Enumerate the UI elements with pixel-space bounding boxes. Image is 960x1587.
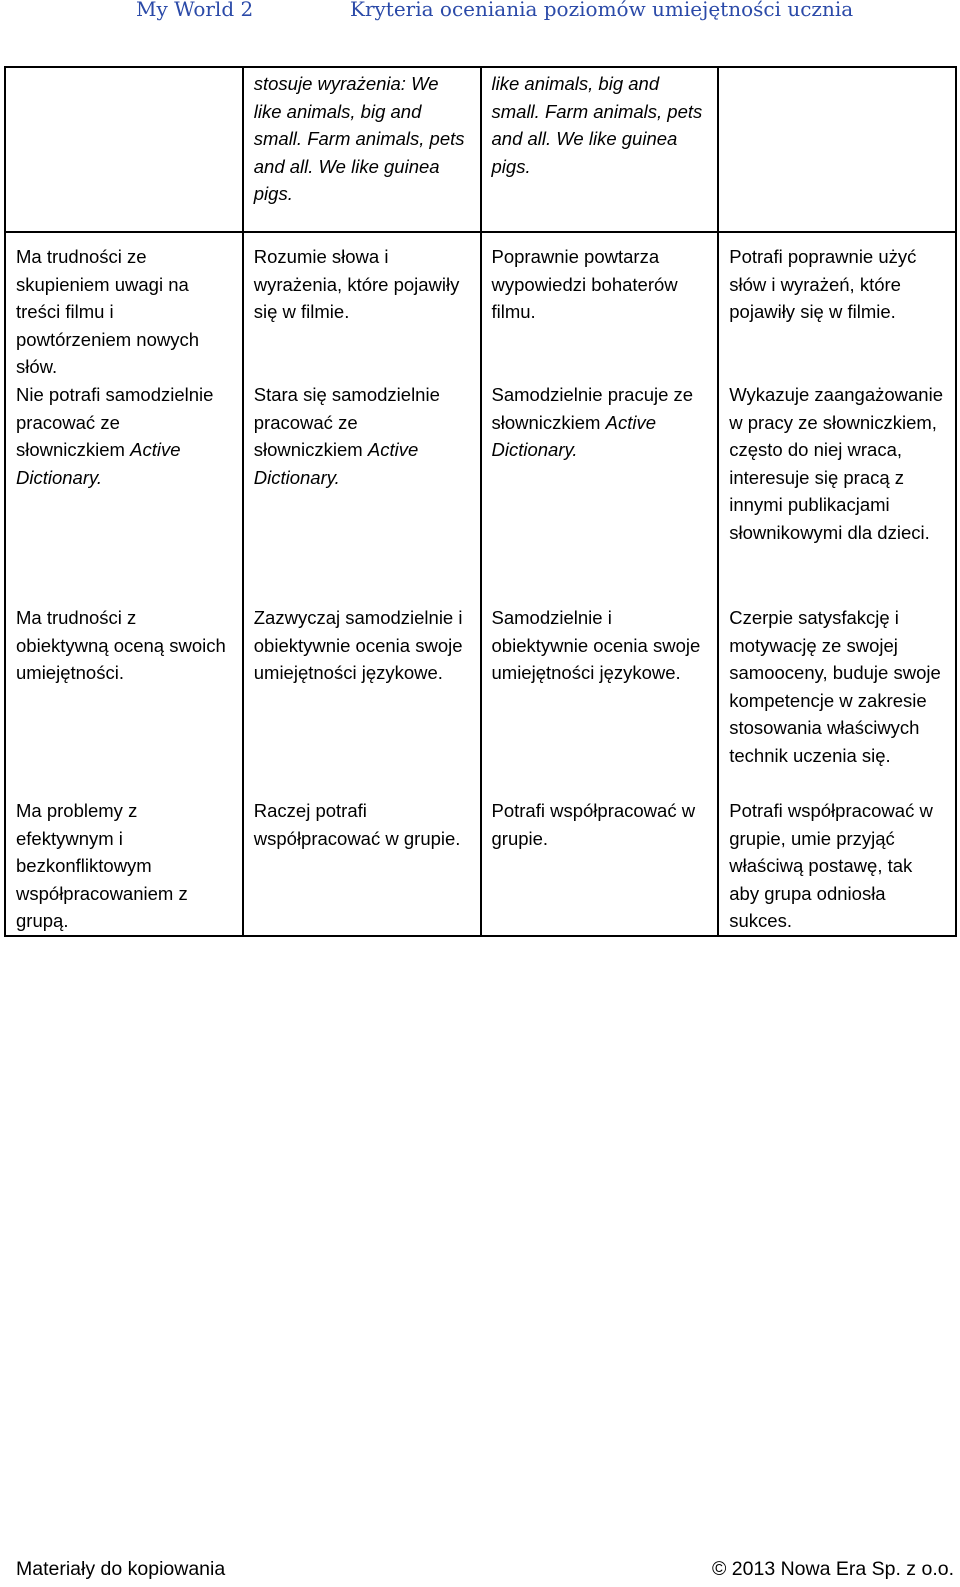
cell-text: Ma trudności z obiektywną oceną swoich umiejętności. [16, 606, 226, 684]
cell-text: Raczej potrafi współpracować w grupie. [253, 800, 461, 849]
table-cell [243, 67, 481, 232]
table-cell [718, 232, 956, 936]
page-header [0, 0, 960, 26]
cell-text [254, 381, 470, 604]
cell-text: Zazwyczaj samodzielnie i obiektywnie ocenia swoje umiejętności językowe. [253, 607, 463, 684]
cell-text: Potrafi współpracować w grupie, umie przyjąć właściwą postawę, tak aby grupa odniosła sukces. [729, 800, 933, 932]
table-cell [718, 67, 956, 232]
cell-text: Rozumie słowa i wyrażenia, które pojawiły się w filmie. [253, 246, 460, 323]
cell-text [16, 381, 232, 604]
cell-text-italic: Active Dictionary. [253, 439, 419, 488]
cell-text: Czerpie satysfakcję i motywację ze swojej samooceny, buduje swoje kompetencje w zakresie stosowania właściwych technik uczenia się. [729, 607, 941, 766]
cell-text-part: Nie potrafi samodzielnie pracować ze słowniczkiem [16, 383, 214, 461]
cell-text-part: Samodzielnie pracuje ze słowniczkiem [491, 384, 694, 433]
table-cell [5, 232, 243, 936]
cell-text [492, 381, 708, 604]
criteria-table [4, 66, 957, 937]
cell-text-italic: Active Dictionary. [491, 411, 656, 461]
table-cell [5, 67, 243, 232]
cell-text: like animals, big and small. Farm animals, pets and all. We like guinea pigs. [491, 73, 703, 177]
cell-text: Potrafi poprawnie użyć słów i wyrażeń, które pojawiły się w filmie. [729, 246, 917, 323]
cell-text: Samodzielnie i obiektywnie ocenia swoje umiejętności językowe. [491, 607, 701, 684]
header-series-title: My World 2 [136, 0, 254, 21]
footer-copyright: © 2013 Nowa Era Sp. z o.o. [712, 1558, 954, 1580]
footer-left-text: Materiały do kopiowania [16, 1558, 226, 1580]
header-document-title: Kryteria oceniania poziomów umiejętności ucznia [350, 0, 854, 21]
table-cell [481, 232, 719, 936]
cell-text: Potrafi współpracować w grupie. [491, 800, 696, 849]
cell-text: Ma trudności ze skupieniem uwagi na treści filmu i powtórzeniem nowych słów. [16, 246, 200, 378]
table-cell [481, 67, 719, 232]
cell-text: stosuje wyrażenia: We like animals, big and small. Farm animals, pets and all. We like guinea pigs. [253, 73, 465, 205]
cell-text: Ma problemy z efektywnym i bezkonfliktowym współpracowaniem z grupą. [16, 799, 188, 932]
cell-text: Wykazuje zaangażowanie w pracy ze słowniczkiem, często do niej wraca, interesuje się pracą z innymi publikacjami słownikowymi dla dzieci. [729, 384, 943, 543]
table-row [5, 232, 956, 936]
cell-text: Poprawnie powtarza wypowiedzi bohaterów filmu. [491, 246, 678, 323]
cell-text-part: Stara się samodzielnie pracować ze słowniczkiem [253, 384, 440, 461]
table-row [5, 67, 956, 232]
cell-text-italic: Active Dictionary. [16, 439, 181, 488]
table-cell [243, 232, 481, 936]
